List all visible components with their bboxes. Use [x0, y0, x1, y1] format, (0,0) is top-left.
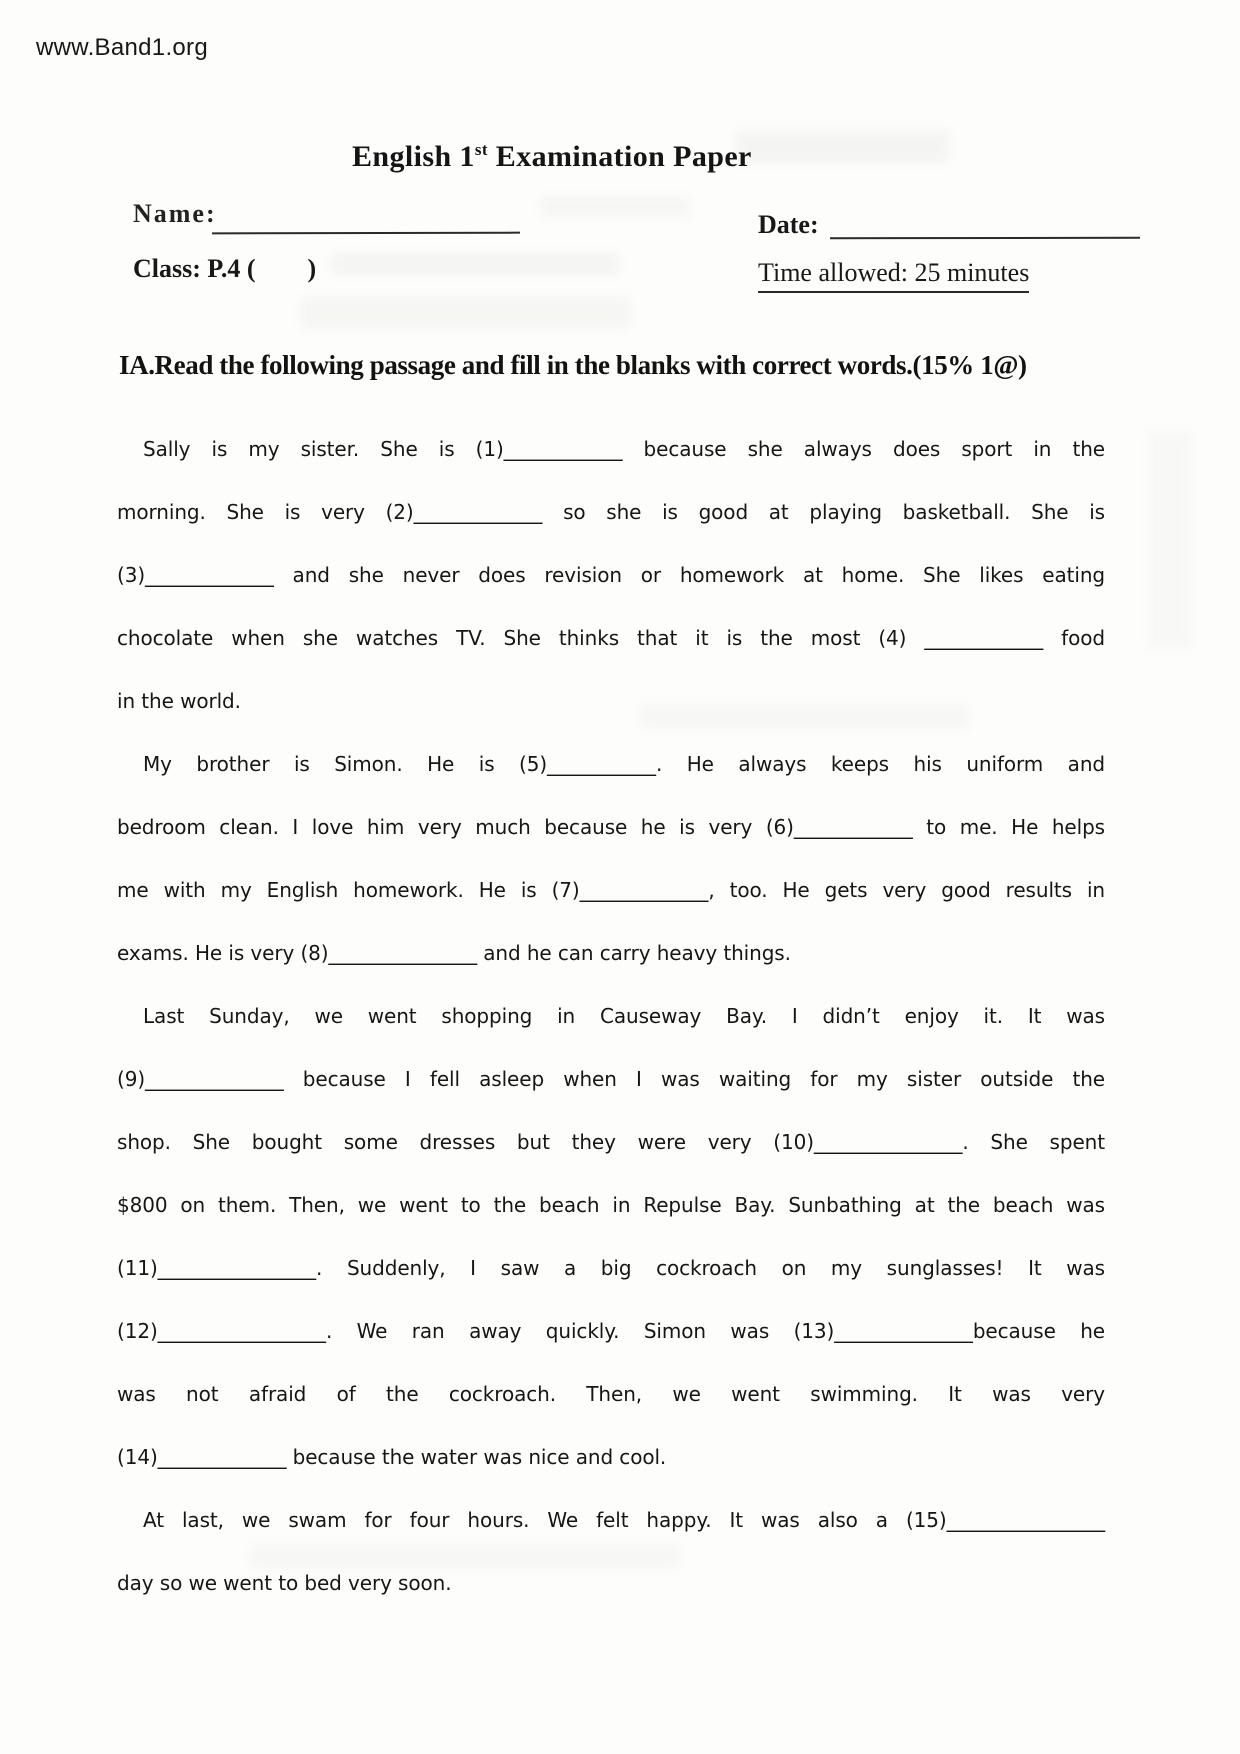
scan-artifact — [300, 296, 630, 330]
passage-line: exams. He is very (8)_______________ and he can carry heavy things. — [117, 941, 791, 965]
passage-line: shop. She bought some dresses but they were very (10)_______________. She spent — [117, 1130, 1105, 1154]
passage-line: day so we went to bed very soon. — [117, 1571, 452, 1595]
website-url: www.Band1.org — [36, 34, 208, 61]
passage-line: $800 on them. Then, we went to the beach in Repulse Bay. Sunbathing at the beach was — [117, 1193, 1105, 1217]
section-heading: IA.Read the following passage and fill in the blanks with correct words.(15% 1@) — [119, 350, 1027, 380]
passage-line: (14)_____________ because the water was nice and cool. — [117, 1445, 667, 1469]
page-title-rest: Examination Paper — [487, 140, 752, 173]
passage-line: (11)________________. Suddenly, I saw a big cockroach on my sunglasses! It was — [117, 1256, 1105, 1280]
scan-artifact — [330, 252, 620, 276]
passage-line: Sally is my sister. She is (1)____________ because she always does sport in the — [143, 437, 1105, 461]
date-blank-line — [830, 237, 1140, 240]
name-blank-line — [212, 232, 520, 235]
scan-artifact — [735, 130, 950, 164]
passage-line: me with my English homework. He is (7)_____________, too. He gets very good results in — [117, 878, 1105, 902]
scan-artifact — [540, 196, 690, 218]
page-title — [352, 140, 752, 174]
passage-line: chocolate when she watches TV. She thinks that it is the most (4) ____________ food — [117, 626, 1105, 650]
passage — [117, 418, 1105, 1615]
name-label-clip: Name: — [133, 199, 217, 228]
passage-line: Last Sunday, we went shopping in Causeway Bay. I didn’t enjoy it. It was — [143, 1004, 1105, 1028]
passage-line: was not afraid of the cockroach. Then, we went swimming. It was very — [117, 1382, 1105, 1406]
time-allowed-label: Time allowed: 25 minutes — [758, 258, 1029, 293]
passage-line: in the world. — [117, 689, 241, 713]
passage-line: At last, we swam for four hours. We felt happy. It was also a (15)________________ — [143, 1508, 1105, 1532]
scan-artifact — [1148, 430, 1192, 650]
passage-line: (9)______________ because I fell asleep when I was waiting for my sister outside the — [117, 1067, 1105, 1091]
passage-line: (12)_________________. We ran away quickly. Simon was (13)______________because he — [117, 1319, 1105, 1343]
passage-line: bedroom clean. I love him very much because he is very (6)____________ to me. He helps — [117, 815, 1105, 839]
passage-line: (3)_____________ and she never does revision or homework at home. She likes eating — [117, 563, 1105, 587]
passage-line: My brother is Simon. He is (5)___________. He always keeps his uniform and — [143, 752, 1105, 776]
date-label: Date: — [758, 210, 819, 239]
page-title-text: English 1 — [352, 140, 475, 173]
title-superscript: st — [474, 140, 488, 159]
passage-line: morning. She is very (2)_____________ so she is good at playing basketball. She is — [117, 500, 1105, 524]
class-label: Class: P.4 ( ) — [133, 254, 317, 283]
